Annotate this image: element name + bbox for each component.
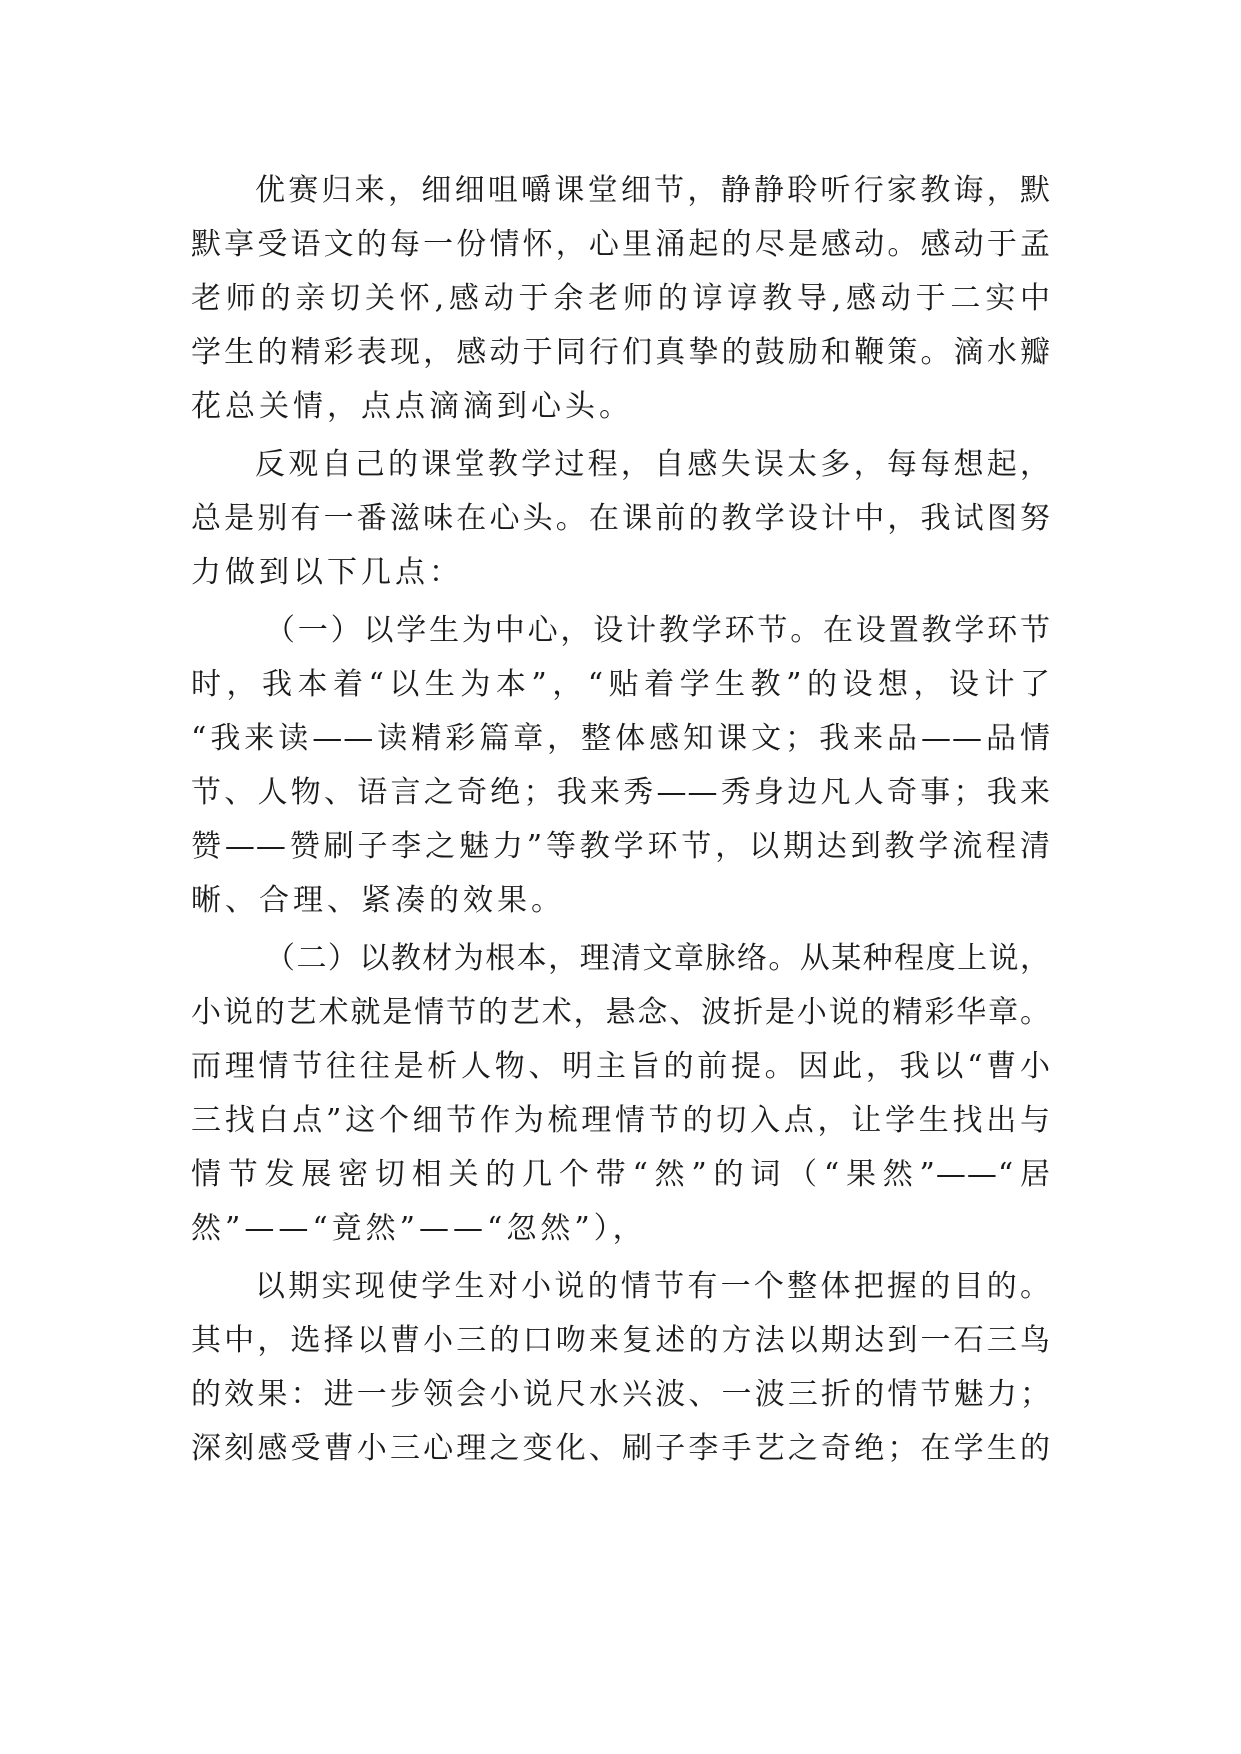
paragraph-5-line-3: 的效果：进一步领会小说尺水兴波、一波三折的情节魅力； (191, 1377, 1051, 1412)
paragraph-1-line-1: 优赛归来，细细咀嚼课堂细节，静静聆听行家教诲，默 (255, 173, 1051, 208)
paragraph-5-line-1: 以期实现使学生对小说的情节有一个整体把握的目的。 (255, 1269, 1051, 1304)
paragraph-4-line-5: 情节发展密切相关的几个带“然”的词（“果然”——“居 (191, 1157, 1051, 1192)
paragraph-4-line-3: 而理情节往往是析人物、明主旨的前提。因此，我以“曹小 (191, 1049, 1051, 1084)
paragraph-1-line-3: 老师的亲切关怀,感动于余老师的谆谆教导,感动于二实中 (191, 281, 1051, 316)
paragraph-1-line-4: 学生的精彩表现，感动于同行们真挚的鼓励和鞭策。滴水瓣 (191, 335, 1051, 370)
paragraph-4-line-2: 小说的艺术就是情节的艺术，悬念、波折是小说的精彩华章。 (191, 995, 1051, 1030)
paragraph-4-line-1: （二）以教材为根本，理清文章脉络。从某种程度上说， (265, 941, 1051, 976)
paragraph-3-line-5: 赞——赞刷子李之魅力”等教学环节，以期达到教学流程清 (191, 829, 1051, 864)
paragraph-3-line-2: 时，我本着“以生为本”，“贴着学生教”的设想，设计了 (191, 667, 1051, 702)
paragraph-5-line-2: 其中，选择以曹小三的口吻来复述的方法以期达到一石三鸟 (191, 1323, 1051, 1358)
paragraph-1-line-2: 默享受语文的每一份情怀，心里涌起的尽是感动。感动于孟 (191, 227, 1051, 262)
paragraph-2-line-3: 力做到以下几点： (191, 555, 463, 590)
paragraph-2-line-2: 总是别有一番滋味在心头。在课前的教学设计中，我试图努 (191, 501, 1051, 536)
paragraph-4-line-6: 然”——“竟然”——“忽然”）， (191, 1211, 647, 1246)
paragraph-2-line-1: 反观自己的课堂教学过程，自感失误太多，每每想起， (255, 447, 1051, 482)
paragraph-4-line-4: 三找白点”这个细节作为梳理情节的切入点，让学生找出与 (191, 1103, 1051, 1138)
paragraph-3-line-3: “我来读——读精彩篇章，整体感知课文；我来品——品情 (191, 721, 1051, 756)
paragraph-5-line-4: 深刻感受曹小三心理之变化、刷子李手艺之奇绝；在学生的 (191, 1431, 1051, 1466)
paragraph-1-line-5: 花总关情，点点滴滴到心头。 (191, 389, 633, 424)
paragraph-3-line-4: 节、人物、语言之奇绝；我来秀——秀身边凡人奇事；我来 (191, 775, 1051, 810)
paragraph-3-line-1: （一）以学生为中心，设计教学环节。在设置教学环节 (265, 613, 1051, 648)
paragraph-3-line-6: 晰、合理、紧凑的效果。 (191, 883, 565, 918)
